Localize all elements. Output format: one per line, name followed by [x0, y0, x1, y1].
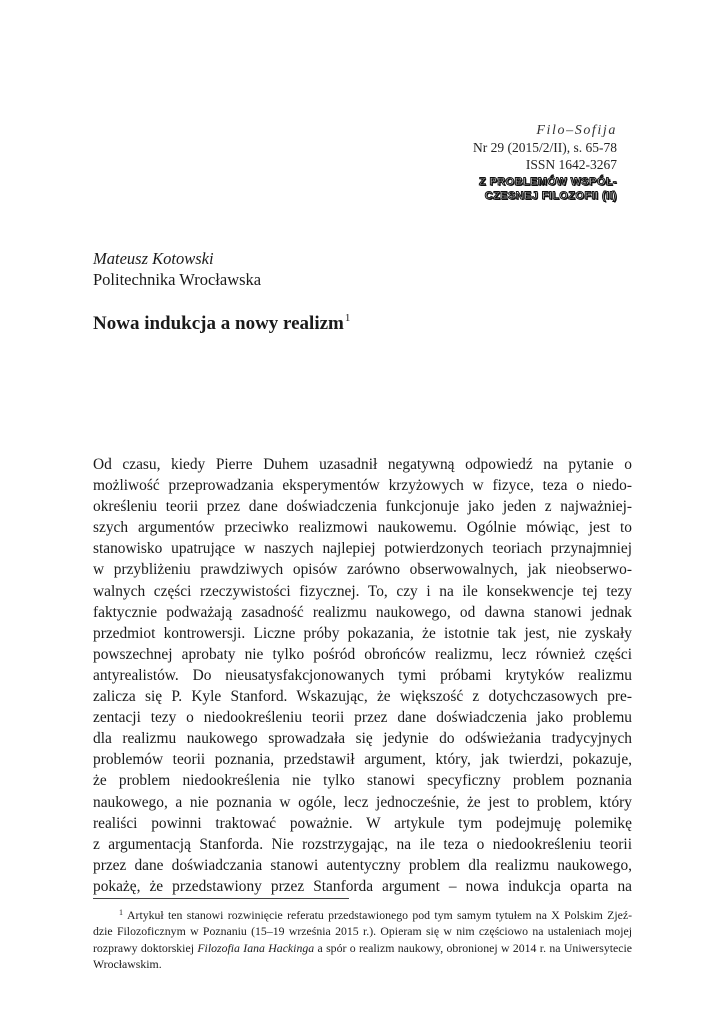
body-line: zalicza się P. Kyle Stanford. Wskazując, że większość z dotychczasowych pre-: [93, 688, 632, 706]
footnote-line: Wrocławskim.: [93, 956, 162, 971]
body-line: walnych części rzeczywistości fizycznej. To, czy i na ile konsekwencje tej tezy: [93, 582, 632, 600]
body-line: szych argumentów przeciwko realizmowi naukowemu. Ogólnie mówiąc, jest to: [93, 519, 632, 537]
footnote-line: [93, 905, 632, 923]
author-name: Mateusz Kotowski: [93, 249, 214, 268]
issue-info: Nr 29 (2015/2/II), s. 65-78: [473, 140, 617, 155]
section-label-line: CZESNEJ FILOZOFII (II): [484, 190, 617, 202]
footnote-divider: [93, 898, 349, 899]
article-title: [93, 312, 350, 335]
author-affiliation: Politechnika Wrocławska: [93, 270, 262, 289]
body-line: zentacji tezy o niedookreśleniu teorii przez dane doświadczenia jako problemu: [93, 709, 632, 727]
body-line: antyrealistów. Do nieusatysfakcjonowanych tymi próbami krytyków realizmu: [93, 666, 632, 684]
body-line: przez dane doświadczania stanowi autentyczny problem dla realizmu naukowego,: [93, 856, 632, 874]
body-line: pokażę, że przedstawiony przez Stanforda argument – nowa indukcja oparta na: [93, 877, 632, 895]
body-line: naukowego, a nie poznania w ogóle, lecz jednocześnie, że jest to problem, który: [93, 793, 632, 811]
author-block: [93, 248, 261, 290]
body-line: stanowisko upatrujące w naszych najlepiej potwierdzonych teoriach przynajmniej: [93, 540, 632, 558]
journal-header: [473, 122, 617, 203]
footnote-line: [93, 940, 632, 956]
footnote-text: Artykuł ten stanowi rozwinięcie referatu przedstawionego pod tym samym tytułem na X Polskim Zjeź-: [127, 908, 632, 922]
section-label: [473, 175, 617, 203]
body-line: problemów teorii poznania, przedstawił argument, który, jak twierdzi, pokazuje,: [93, 751, 632, 769]
body-line: określeniu teorii przez dane doświadczenia funkcjonuje jako jeden z najważniej-: [93, 498, 632, 516]
article-body: [93, 454, 632, 897]
footnote-text: a spór o realizm naukowy, obronionej w 2014 r. na Uniwersytecie: [314, 940, 632, 955]
article-title-text: Nowa indukcja a nowy realizm: [93, 313, 344, 334]
section-label-line: Z PROBLEMÓW WSPÓŁ-: [479, 176, 617, 188]
body-line: w przybliżeniu prawdziwych opisów zarówno obserwowalnych, jak nieobserwo-: [93, 561, 632, 579]
body-line: realiści powinni traktować poważnie. W artykule tym podejmuję polemikę: [93, 814, 632, 832]
body-line: z argumentacją Stanforda. Nie rozstrzygając, na ile teza o niedookreśleniu teorii: [93, 835, 632, 853]
body-line: dla realizmu naukowego sprowadzała się jedynie do odświeżania tradycyjnych: [93, 730, 632, 748]
issn: ISSN 1642-3267: [525, 157, 617, 172]
footnote-book-title: Filozofia Iana Hackinga: [197, 940, 315, 955]
journal-name: Filo–Sofija: [536, 123, 617, 138]
body-line: możliwość przeprowadzania eksperymentów krzyżowych w fizyce, teza o niedo-: [93, 477, 632, 495]
body-line: faktycznie podważają zasadność realizmu naukowego, od dawna stanowi jednak: [93, 603, 632, 621]
footnote-line: dzie Filozoficznym w Poznaniu (15–19 września 2015 r.). Opieram się w nim częściowo na ustaleniach mojej: [93, 924, 632, 939]
footnote-marker: 1: [119, 908, 123, 917]
body-line: powszechnej aprobaty nie tylko pośród obrońców realizmu, lecz również części: [93, 645, 632, 663]
footnote: [93, 905, 632, 972]
footnote-reference: 1: [344, 312, 351, 324]
footnote-text: rozprawy doktorskiej: [93, 940, 198, 955]
body-line: przedmiot kontrowersji. Liczne próby pokazania, że istotnie tak jest, nie zyskały: [93, 624, 632, 642]
body-line: że problem niedookreślenia nie tylko stanowi specyficzny problem poznania: [93, 772, 632, 790]
body-line: Od czasu, kiedy Pierre Duhem uzasadnił negatywną odpowiedź na pytanie o: [93, 456, 632, 473]
